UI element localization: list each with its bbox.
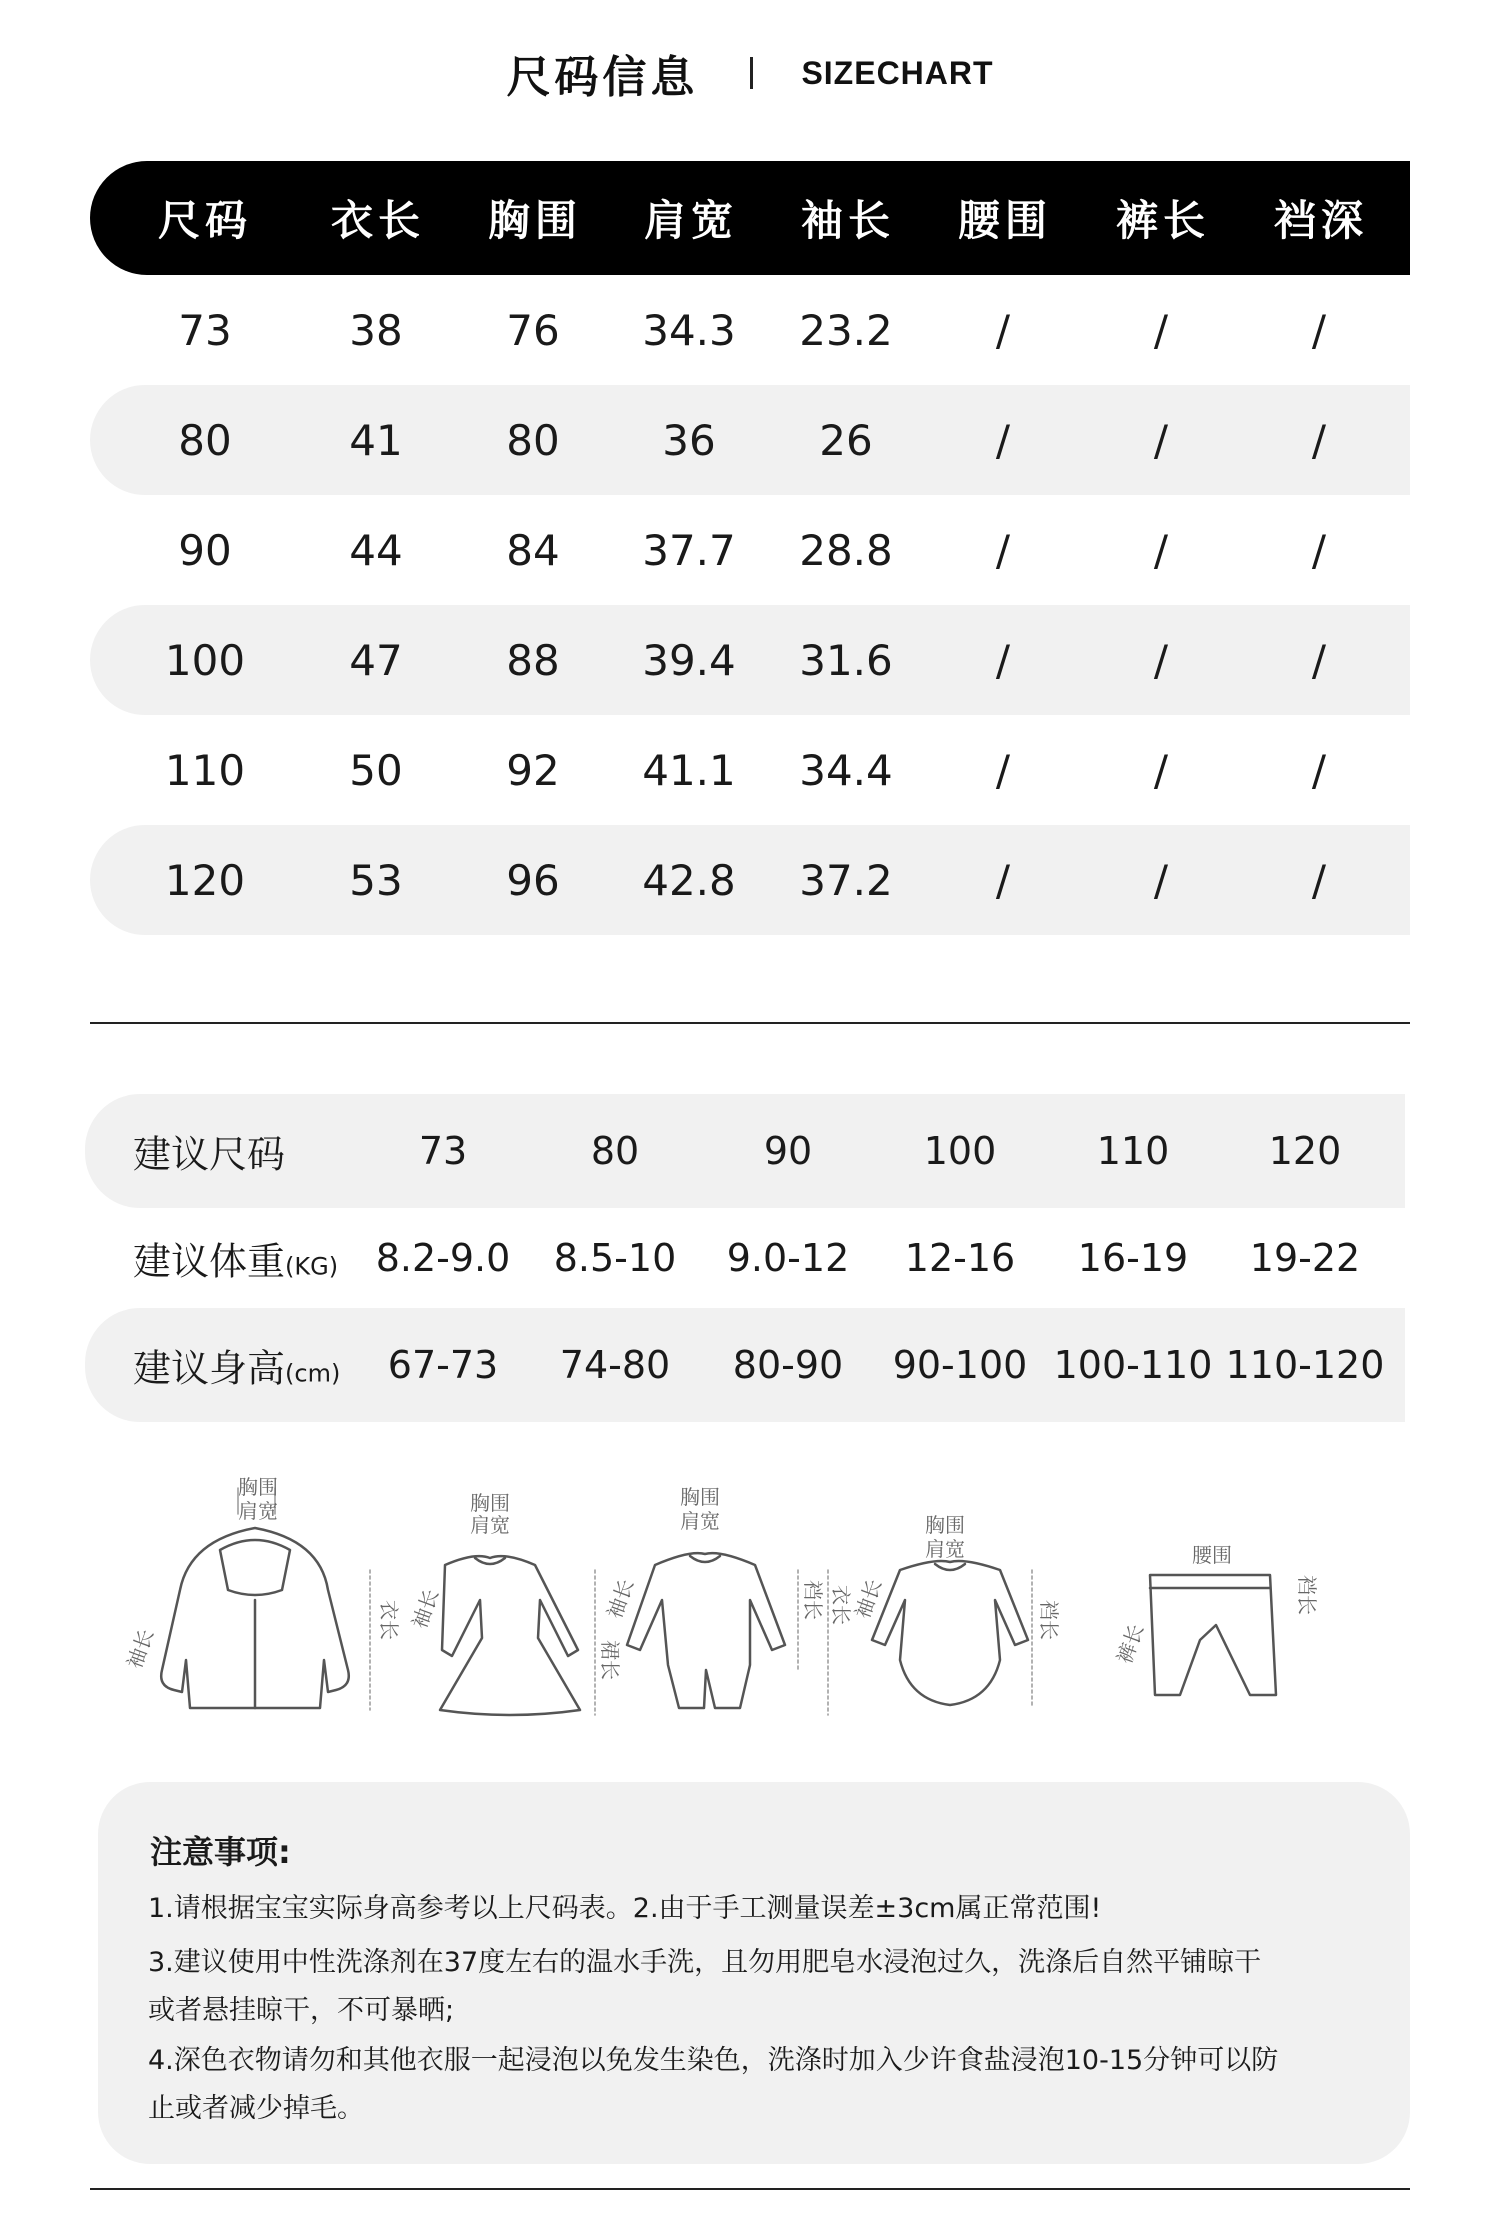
bodysuit-diagram	[850, 1513, 1061, 1705]
table-cell: /	[1153, 305, 1169, 355]
table-cell: 120	[164, 855, 246, 905]
dress-skirt-length-label: 裙长	[598, 1640, 622, 1680]
recommended-weight-label	[133, 1231, 338, 1286]
dress-diagram	[407, 1491, 622, 1715]
column-header: 袖长	[800, 196, 896, 245]
page-title	[0, 38, 1500, 108]
table-cell: 16-19	[1077, 1236, 1189, 1280]
height-unit: (cm)	[285, 1359, 341, 1388]
column-header: 裆深	[1273, 196, 1369, 245]
jacket-chest-label: 胸围	[238, 1475, 278, 1499]
table-cell: 44	[349, 525, 403, 575]
hooded-jacket-diagram	[122, 1475, 401, 1710]
care-notes-card	[98, 1782, 1410, 2164]
note-line: 止或者减少掉毛。	[148, 2093, 364, 2124]
table-cell: 28.8	[799, 525, 893, 575]
title-chinese: 尺码信息	[506, 52, 699, 103]
column-header: 裤长	[1115, 196, 1211, 245]
table-row	[90, 275, 1410, 385]
recommended-height-row	[85, 1308, 1405, 1422]
table-cell: 90-100	[892, 1343, 1028, 1387]
table-cell: 76	[506, 305, 560, 355]
table-cell: 100-110	[1053, 1343, 1213, 1387]
table-cell: /	[1153, 415, 1169, 465]
table-cell: 12-16	[904, 1236, 1016, 1280]
table-cell: /	[1153, 855, 1169, 905]
table-row	[90, 385, 1410, 495]
pants-waist-label: 腰围	[1192, 1543, 1232, 1567]
table-cell: /	[995, 745, 1011, 795]
table-cell: /	[1311, 855, 1327, 905]
table-cell: /	[995, 305, 1011, 355]
table-cell: 23.2	[799, 305, 893, 355]
weight-label-text: 建议体重	[133, 1239, 286, 1284]
section-divider	[90, 1022, 1410, 1024]
column-header: 胸围	[487, 196, 583, 245]
recommended-size-row	[85, 1094, 1405, 1208]
bodysuit-crotch-label: 裆长	[1037, 1600, 1061, 1640]
table-cell: 90	[763, 1129, 813, 1173]
table-cell: 38	[349, 305, 403, 355]
weight-unit: (KG)	[285, 1252, 339, 1281]
recommended-weight-row	[85, 1208, 1405, 1308]
jacket-sleeve-label: 袖长	[122, 1625, 159, 1672]
table-cell: 42.8	[642, 855, 736, 905]
table-cell: 36	[662, 415, 716, 465]
romper-sleeve-label: 袖长	[602, 1575, 639, 1622]
table-cell: 96	[506, 855, 560, 905]
table-cell: 50	[349, 745, 403, 795]
column-header: 尺码	[157, 196, 253, 245]
note-line: 1.请根据宝宝实际身高参考以上尺码表。2.由于手工测量误差±3cm属正常范围!	[148, 1893, 1102, 1924]
table-cell: 41.1	[642, 745, 736, 795]
table-cell: 41	[349, 415, 403, 465]
table-cell: 67-73	[387, 1343, 499, 1387]
romper-diagram	[602, 1485, 853, 1715]
column-header: 腰围	[957, 196, 1053, 245]
dress-sleeve-label: 袖长	[407, 1585, 444, 1632]
title-english: SIZECHART	[801, 54, 994, 91]
table-cell: 80	[178, 415, 232, 465]
pants-diagram	[1112, 1543, 1319, 1695]
jacket-length-label: 衣长	[377, 1600, 401, 1640]
table-cell: /	[995, 855, 1011, 905]
height-label-text: 建议身高	[133, 1346, 286, 1391]
romper-length-label: 衣长	[829, 1585, 853, 1625]
table-cell: 47	[349, 635, 403, 685]
table-cell: 31.6	[799, 635, 893, 685]
garment-diagrams	[110, 1470, 1390, 1770]
table-cell: 53	[349, 855, 403, 905]
bodysuit-sleeve-label: 袖长	[850, 1575, 887, 1622]
romper-chest-label: 胸围	[680, 1485, 720, 1509]
notes-title: 注意事项:	[150, 1833, 291, 1871]
table-cell: /	[1311, 745, 1327, 795]
recommended-size-label: 建议尺码	[133, 1132, 286, 1177]
column-header: 肩宽	[643, 196, 739, 245]
table-cell: 34.4	[799, 745, 893, 795]
table-cell: /	[1311, 635, 1327, 685]
bodysuit-chest-label: 胸围	[925, 1513, 965, 1537]
table-cell: 92	[506, 745, 560, 795]
table-cell: 9.0-12	[726, 1236, 850, 1280]
table-cell: /	[995, 415, 1011, 465]
table-cell: 100	[164, 635, 246, 685]
table-cell: /	[995, 525, 1011, 575]
table-cell: 100	[923, 1129, 997, 1173]
size-chart-table	[90, 161, 1410, 935]
table-cell: 73	[418, 1129, 468, 1173]
table-cell: 8.5-10	[553, 1236, 677, 1280]
table-row	[90, 495, 1410, 605]
table-cell: 73	[178, 305, 232, 355]
table-cell: 90	[178, 525, 232, 575]
table-cell: /	[995, 635, 1011, 685]
size-table-header	[90, 161, 1410, 275]
column-header: 衣长	[330, 196, 426, 245]
table-cell: 110-120	[1225, 1343, 1385, 1387]
table-cell: /	[1153, 745, 1169, 795]
table-cell: /	[1311, 415, 1327, 465]
table-cell: 19-22	[1249, 1236, 1361, 1280]
romper-crotch-label: 裆长	[801, 1580, 825, 1620]
pants-length-label: 裤长	[1112, 1620, 1149, 1667]
bottom-divider	[90, 2188, 1410, 2190]
dress-shoulder-label: 肩宽	[470, 1513, 510, 1537]
note-line: 或者悬挂晾干，不可暴晒;	[148, 1995, 455, 2026]
table-cell: 80	[506, 415, 560, 465]
table-cell: 26	[819, 415, 873, 465]
table-cell: /	[1311, 525, 1327, 575]
table-row	[90, 715, 1410, 825]
table-cell: 110	[1096, 1129, 1170, 1173]
table-cell: 110	[164, 745, 246, 795]
table-row	[90, 825, 1410, 935]
table-cell: 39.4	[642, 635, 736, 685]
romper-shoulder-label: 肩宽	[680, 1509, 720, 1533]
recommended-height-label	[133, 1338, 340, 1393]
table-cell: 84	[506, 525, 560, 575]
table-cell: 37.2	[799, 855, 893, 905]
table-cell: 37.7	[642, 525, 736, 575]
note-line: 3.建议使用中性洗涤剂在37度左右的温水手洗，且勿用肥皂水浸泡过久，洗涤后自然平铺晾干	[148, 1947, 1262, 1978]
table-cell: 34.3	[642, 305, 736, 355]
pants-crotch-label: 裆长	[1295, 1575, 1319, 1615]
note-line: 4.深色衣物请勿和其他衣服一起浸泡以免发生染色，洗涤时加入少许食盐浸泡10-15分钟可以防	[148, 2045, 1279, 2076]
table-cell: /	[1153, 525, 1169, 575]
table-cell: /	[1153, 635, 1169, 685]
dress-chest-label: 胸围	[470, 1491, 510, 1515]
bodysuit-shoulder-label: 肩宽	[925, 1537, 965, 1561]
table-cell: 74-80	[559, 1343, 671, 1387]
title-separator	[750, 57, 753, 89]
table-cell: 80-90	[732, 1343, 844, 1387]
table-row	[90, 605, 1410, 715]
table-cell: 120	[1268, 1129, 1342, 1173]
table-cell: 88	[506, 635, 560, 685]
table-cell: 80	[590, 1129, 640, 1173]
table-cell: 8.2-9.0	[375, 1236, 511, 1280]
jacket-shoulder-label: 肩宽	[238, 1499, 278, 1523]
table-cell: /	[1311, 305, 1327, 355]
recommendation-table	[85, 1094, 1405, 1422]
